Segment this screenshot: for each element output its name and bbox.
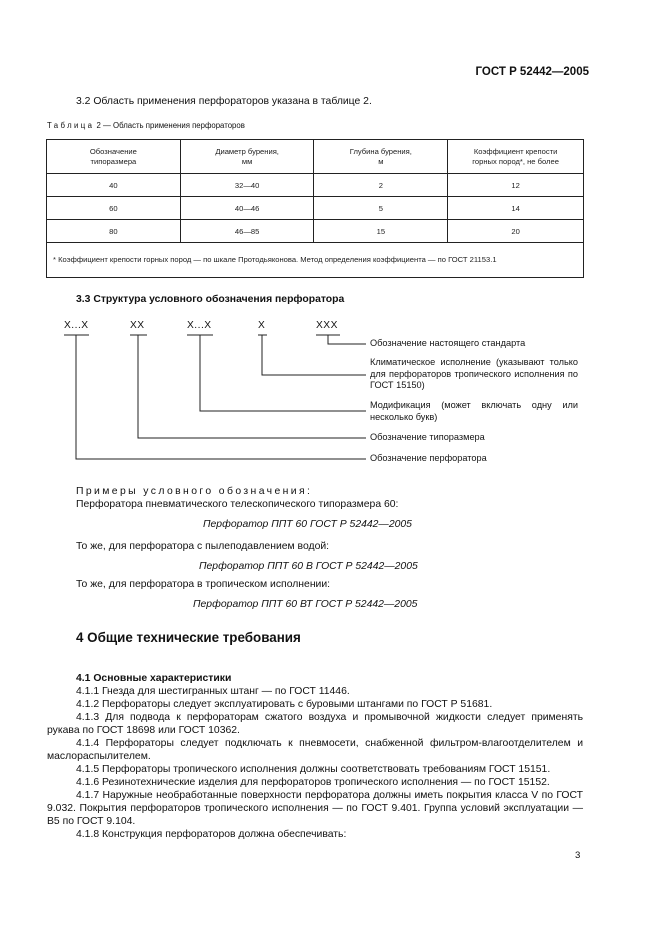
cell-hardness: 20: [448, 220, 584, 243]
cell-size: 80: [47, 220, 181, 243]
cell-diameter: 32—40: [180, 174, 314, 197]
cell-depth: 2: [314, 174, 448, 197]
header-drilling-diameter: Диаметр бурения, мм: [180, 140, 314, 174]
cell-size: 60: [47, 197, 181, 220]
code-size: XX: [130, 320, 145, 331]
table-footnote: * Коэффициент крепости горных пород — по шкале Протодьяконова. Метод определения коэффициента — по ГОСТ 21153.1: [47, 243, 584, 278]
clause-4-1-1: 4.1.1 Гнезда для шестигранных штанг — по ГОСТ 11446.: [76, 686, 350, 697]
table-caption-word: Таблица: [47, 121, 95, 130]
cell-hardness: 14: [448, 197, 584, 220]
header-rock-hardness: Коэффициент крепости горных пород*, не более: [448, 140, 584, 174]
code-perforator: X...X: [64, 320, 89, 331]
cell-diameter: 40—46: [180, 197, 314, 220]
section-4-body: [47, 672, 583, 841]
header-size-designation: Обозначение типоразмера: [47, 140, 181, 174]
leader-size: [138, 335, 366, 438]
examples-heading: Примеры условного обозначения:: [76, 486, 313, 497]
example-3-text: То же, для перфоратора в тропическом исполнении:: [76, 579, 331, 590]
clause-4-1-8: 4.1.8 Конструкция перфораторов должна обеспечивать:: [76, 829, 347, 840]
clause-4-1-6: 4.1.6 Резинотехнические изделия для перфораторов тропического исполнения — по ГОСТ 15152.: [76, 777, 550, 788]
label-standard: Обозначение настоящего стандарта: [370, 338, 526, 348]
label-climatic: Климатическое исполнение (указывают только для перфораторов тропического исполнения по ГОСТ 15150): [370, 357, 578, 390]
table-caption-text: 2 — Область применения перфораторов: [96, 121, 245, 130]
code-modification: X...X: [187, 320, 212, 331]
example-3-code: Перфоратор ППТ 60 ВТ ГОСТ Р 52442—2005: [193, 599, 418, 610]
page-number: 3: [575, 850, 581, 861]
cell-depth: 15: [314, 220, 448, 243]
example-2-text: То же, для перфоратора с пылеподавлением водой:: [76, 541, 330, 552]
cell-hardness: 12: [448, 174, 584, 197]
section-4-title: 4 Общие технические требования: [76, 630, 301, 645]
leader-modification: [200, 335, 366, 411]
cell-diameter: 46—85: [180, 220, 314, 243]
clause-4-1-7: 4.1.7 Наружные необработанные поверхности перфоратора должны иметь покрытия класса V по ГОСТ 9.032. Покрытия перфораторов тропического исполнения — по ГОСТ 9.401. Группа условий эксплуатации — В5 по ГОСТ 9.104.: [47, 790, 583, 827]
intro-paragraph: 3.2 Область применения перфораторов указана в таблице 2.: [76, 96, 372, 107]
code-climatic: X: [258, 320, 266, 331]
example-2-code: Перфоратор ППТ 60 В ГОСТ Р 52442—2005: [199, 561, 418, 572]
clause-4-1-3: 4.1.3 Для подвода к перфораторам сжатого воздуха и промывочной жидкости следует применять рукава по ГОСТ 18698 или ГОСТ 10362.: [47, 712, 583, 736]
leader-standard: [328, 335, 366, 344]
example-1-code: Перфоратор ППТ 60 ГОСТ Р 52442—2005: [203, 519, 412, 530]
section-3-3-title: 3.3 Структура условного обозначения перфоратора: [76, 294, 345, 305]
subsection-4-1-title: 4.1 Основные характеристики: [76, 673, 232, 684]
leader-climatic: [262, 335, 366, 375]
leader-perforator: [76, 335, 366, 459]
clause-4-1-2: 4.1.2 Перфораторы следует эксплуатировать с буровыми штангами по ГОСТ Р 51681.: [76, 699, 493, 710]
example-1-text: Перфоратора пневматического телескопического типоразмера 60:: [76, 499, 399, 510]
cell-depth: 5: [314, 197, 448, 220]
code-standard: XXX: [316, 320, 338, 331]
cell-size: 40: [47, 174, 181, 197]
label-size: Обозначение типоразмера: [370, 432, 485, 442]
label-perforator: Обозначение перфоратора: [370, 453, 487, 463]
label-modification: Модификация (может включать одну или несколько букв): [370, 400, 578, 422]
clause-4-1-5: 4.1.5 Перфораторы тропического исполнения должны соответствовать требованиям ГОСТ 15151.: [76, 764, 551, 775]
header-drilling-depth: Глубина бурения, м: [314, 140, 448, 174]
document-id: ГОСТ Р 52442—2005: [475, 66, 589, 78]
clause-4-1-4: 4.1.4 Перфораторы следует подключать к пневмосети, снабженной фильтром-влагоотделителем и маслораспылителем.: [47, 738, 583, 762]
